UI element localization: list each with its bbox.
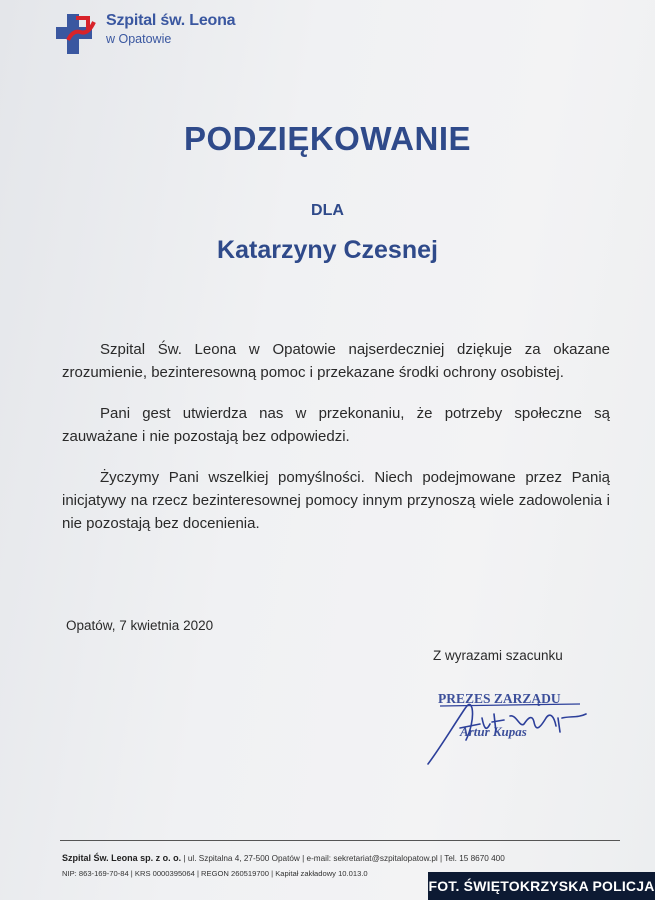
stamp-name: Artur Kupas — [460, 724, 527, 739]
paragraph-1: Szpital Św. Leona w Opatowie najserdeczniej dziękuje za okazane zrozumienie, bezinteresowną pomoc i przekazane środki ochrony osobistej. — [62, 341, 610, 381]
for-label: DLA — [311, 202, 344, 219]
hospital-logo — [54, 12, 254, 58]
handwritten-signature — [420, 688, 600, 768]
closing-regards: Z wyrazami szacunku — [433, 648, 563, 663]
logo-name: Szpital św. Leona — [106, 12, 236, 29]
photo-credit: FOT. ŚWIĘTOKRZYSKA POLICJA — [428, 872, 655, 900]
footer-registry: NIP: 863-169-70-84 | KRS 0000395064 | REGON 260519700 | Kapitał zakładowy 10.013.0 — [62, 869, 368, 878]
footer-company: Szpital Św. Leona sp. z o. o. — [62, 853, 182, 863]
letter-body — [62, 338, 610, 553]
footer-address: | ul. Szpitalna 4, 27-500 Opatów | e-mail: sekretariat@szpitalopatow.pl | Tel. 15 8670 400 — [183, 854, 505, 863]
paragraph-2: Pani gest utwierdza nas w przekonaniu, że potrzeby społeczne są zauważane i nie pozostają bez odpowiedzi. — [62, 405, 610, 445]
stamp-title: PREZES ZARZĄDU — [438, 691, 561, 706]
footer-contact — [62, 853, 505, 863]
paragraph-3: Życzymy Pani wszelkiej pomyślności. Niech podejmowane przez Panią inicjatywy na rzecz bezinteresownej pomocy innym przynoszą wiele zadowolenia i nie pozostają bez docenienia. — [62, 469, 610, 532]
medical-cross-icon — [54, 12, 100, 56]
footer-divider — [60, 840, 620, 841]
logo-subtitle: w Opatowie — [106, 32, 172, 46]
recipient-name: Katarzyny Czesnej — [217, 236, 438, 264]
place-date: Opatów, 7 kwietnia 2020 — [66, 618, 214, 633]
document-title: PODZIĘKOWANIE — [183, 120, 472, 157]
